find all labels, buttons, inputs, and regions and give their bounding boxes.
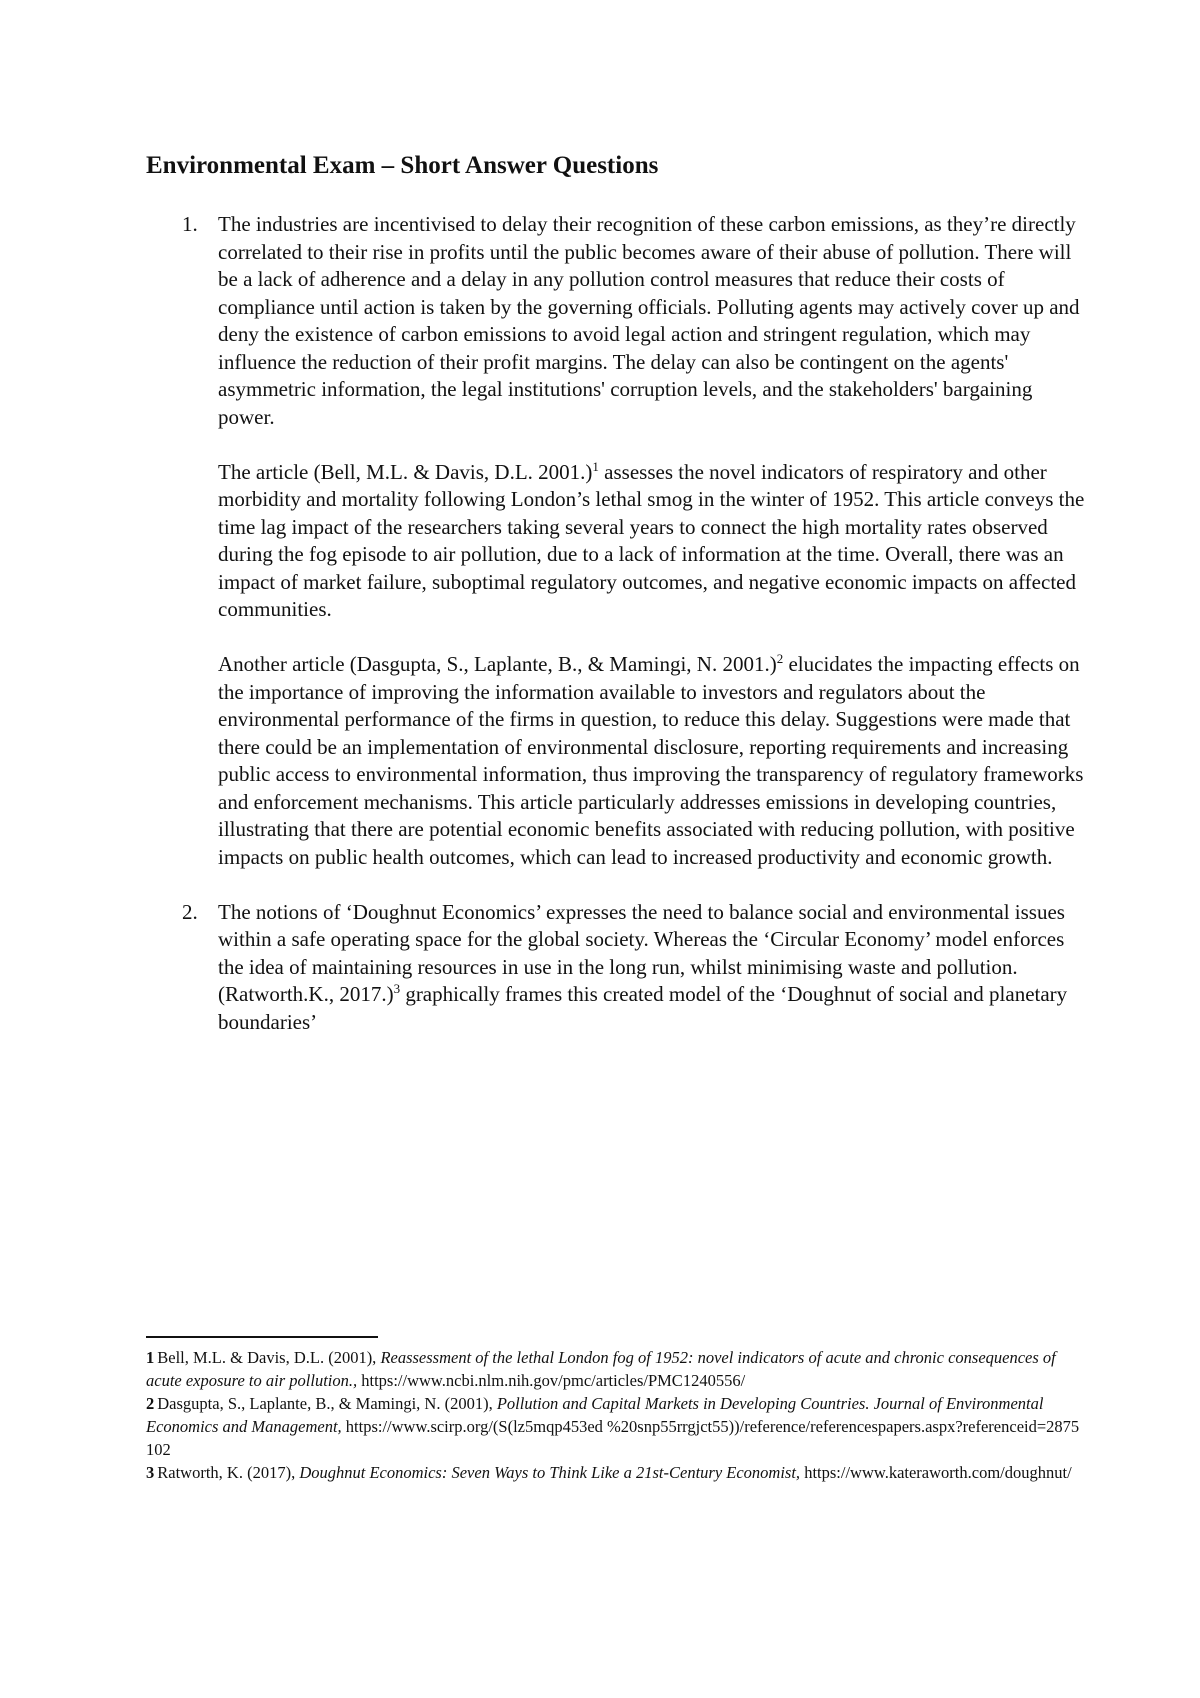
footnote-number: 1 — [146, 1348, 155, 1367]
paragraph-text: The industries are incentivised to delay their recognition of these carbon emissions, as they’re directly correlated to their rise in profits until the public becomes aware of their abuse of pollution. There will be a lack of adherence and a delay in any pollution control measures that reduce their costs of compliance until action is taken by the governing officials. Polluting agents may actively cover up and deny the existence of carbon emissions to avoid legal action and stringent regulation, which may influence the reduction of their profit margins. The delay can also be contingent on the agents' asymmetric information, the legal institutions' corruption levels, and the stakeholders' bargaining power. — [218, 212, 1080, 429]
paragraph-text: Another article (Dasgupta, S., Laplante, B., & Mamingi, N. 2001.) — [218, 652, 777, 676]
footnote-marker[interactable]: 2 — [776, 651, 784, 666]
answer-paragraph — [218, 651, 1086, 871]
footnote-authors: Bell, M.L. & Davis, D.L. (2001), — [157, 1348, 381, 1367]
paragraph-text: The notions of ‘Doughnut Economics’ expresses the need to balance social and environmental issues within a safe operating space for the global society. Whereas the ‘Circular Economy’ model enforces the idea of maintaining resources in use in the long run, whilst minimising waste and pollution. (Ratworth.K., 2017.) — [218, 899, 1065, 1006]
page-title: Environmental Exam – Short Answer Questions — [146, 152, 659, 179]
footnote-link[interactable]: https://www.ncbi.nlm.nih.gov/pmc/articles/PMC1240556/ — [357, 1371, 746, 1390]
footnote-marker[interactable]: 3 — [393, 981, 401, 996]
footnote-number: 3 — [146, 1463, 155, 1482]
question-number: 2. — [182, 899, 198, 924]
paragraph-text: assesses the novel indicators of respiratory and other morbidity and mortality following London’s lethal smog in the winter of 1952. This article conveys the time lag impact of the researchers taking several years to connect the high mortality rates observed during the fog episode to air pollution, due to a lack of information at the time. Overall, there was an impact of market failure, suboptimal regulatory outcomes, and negative economic impacts on affected communities. — [218, 459, 1085, 621]
answer-paragraph — [218, 899, 1086, 1037]
answer-paragraph — [218, 459, 1086, 624]
question-list — [146, 211, 1086, 1036]
footnote-marker[interactable]: 1 — [592, 458, 599, 474]
question-item-2 — [146, 899, 1086, 1037]
paragraph-text: elucidates the impacting effects on the importance of improving the information available to investors and regulators about the environmental performance of the firms in question, to reduce this delay. Suggestions were made that there could be an implementation of environmental disclosure, reporting requirements and increasing public access to environmental information, thus improving the transparency of regulatory frameworks and enforcement mechanisms. This article particularly addresses emissions in developing countries, illustrating that there are potential economic benefits associated with reducing pollution, with positive impacts on public health outcomes, which can lead to increased productivity and economic growth. — [218, 652, 1084, 869]
footnote-number: 2 — [146, 1394, 155, 1413]
footnote-separator — [146, 1336, 378, 1338]
footnote-authors: Dasgupta, S., Laplante, B., & Mamingi, N. (2001), — [157, 1394, 497, 1413]
footnotes — [146, 1346, 1086, 1484]
paragraph-text: The article (Bell, M.L. & Davis, D.L. 2001.) — [218, 459, 593, 484]
question-item-1 — [146, 211, 1086, 871]
footnote-title: Pollution and Capital Markets in Developing Countries. Journal of Environmental Economics and Management, — [146, 1394, 1044, 1436]
footnote-2 — [146, 1392, 1086, 1461]
footnote-3 — [146, 1461, 1086, 1484]
footnote-link[interactable]: https://www.kateraworth.com/doughnut/ — [800, 1463, 1072, 1482]
footnote-link[interactable]: https://www.scirp.org/(S(lz5mqp453ed %20snp55rrgjct55))/reference/referencespapers.aspx?referenceid=2875102 — [146, 1417, 1080, 1459]
paragraph-text: graphically frames this created model of the ‘Doughnut of social and planetary boundaries’ — [218, 982, 1068, 1034]
answer-paragraph — [218, 211, 1086, 431]
question-number: 1. — [182, 212, 198, 236]
footnote-1 — [146, 1346, 1086, 1392]
footnote-authors: Ratworth, K. (2017), — [157, 1463, 300, 1482]
footnote-title: Reassessment of the lethal London fog of 1952: novel indicators of acute and chronic consequences of acute exposure to air pollution., — [146, 1348, 1056, 1390]
footnote-title: Doughnut Economics: Seven Ways to Think Like a 21st-Century Economist, — [299, 1463, 801, 1482]
